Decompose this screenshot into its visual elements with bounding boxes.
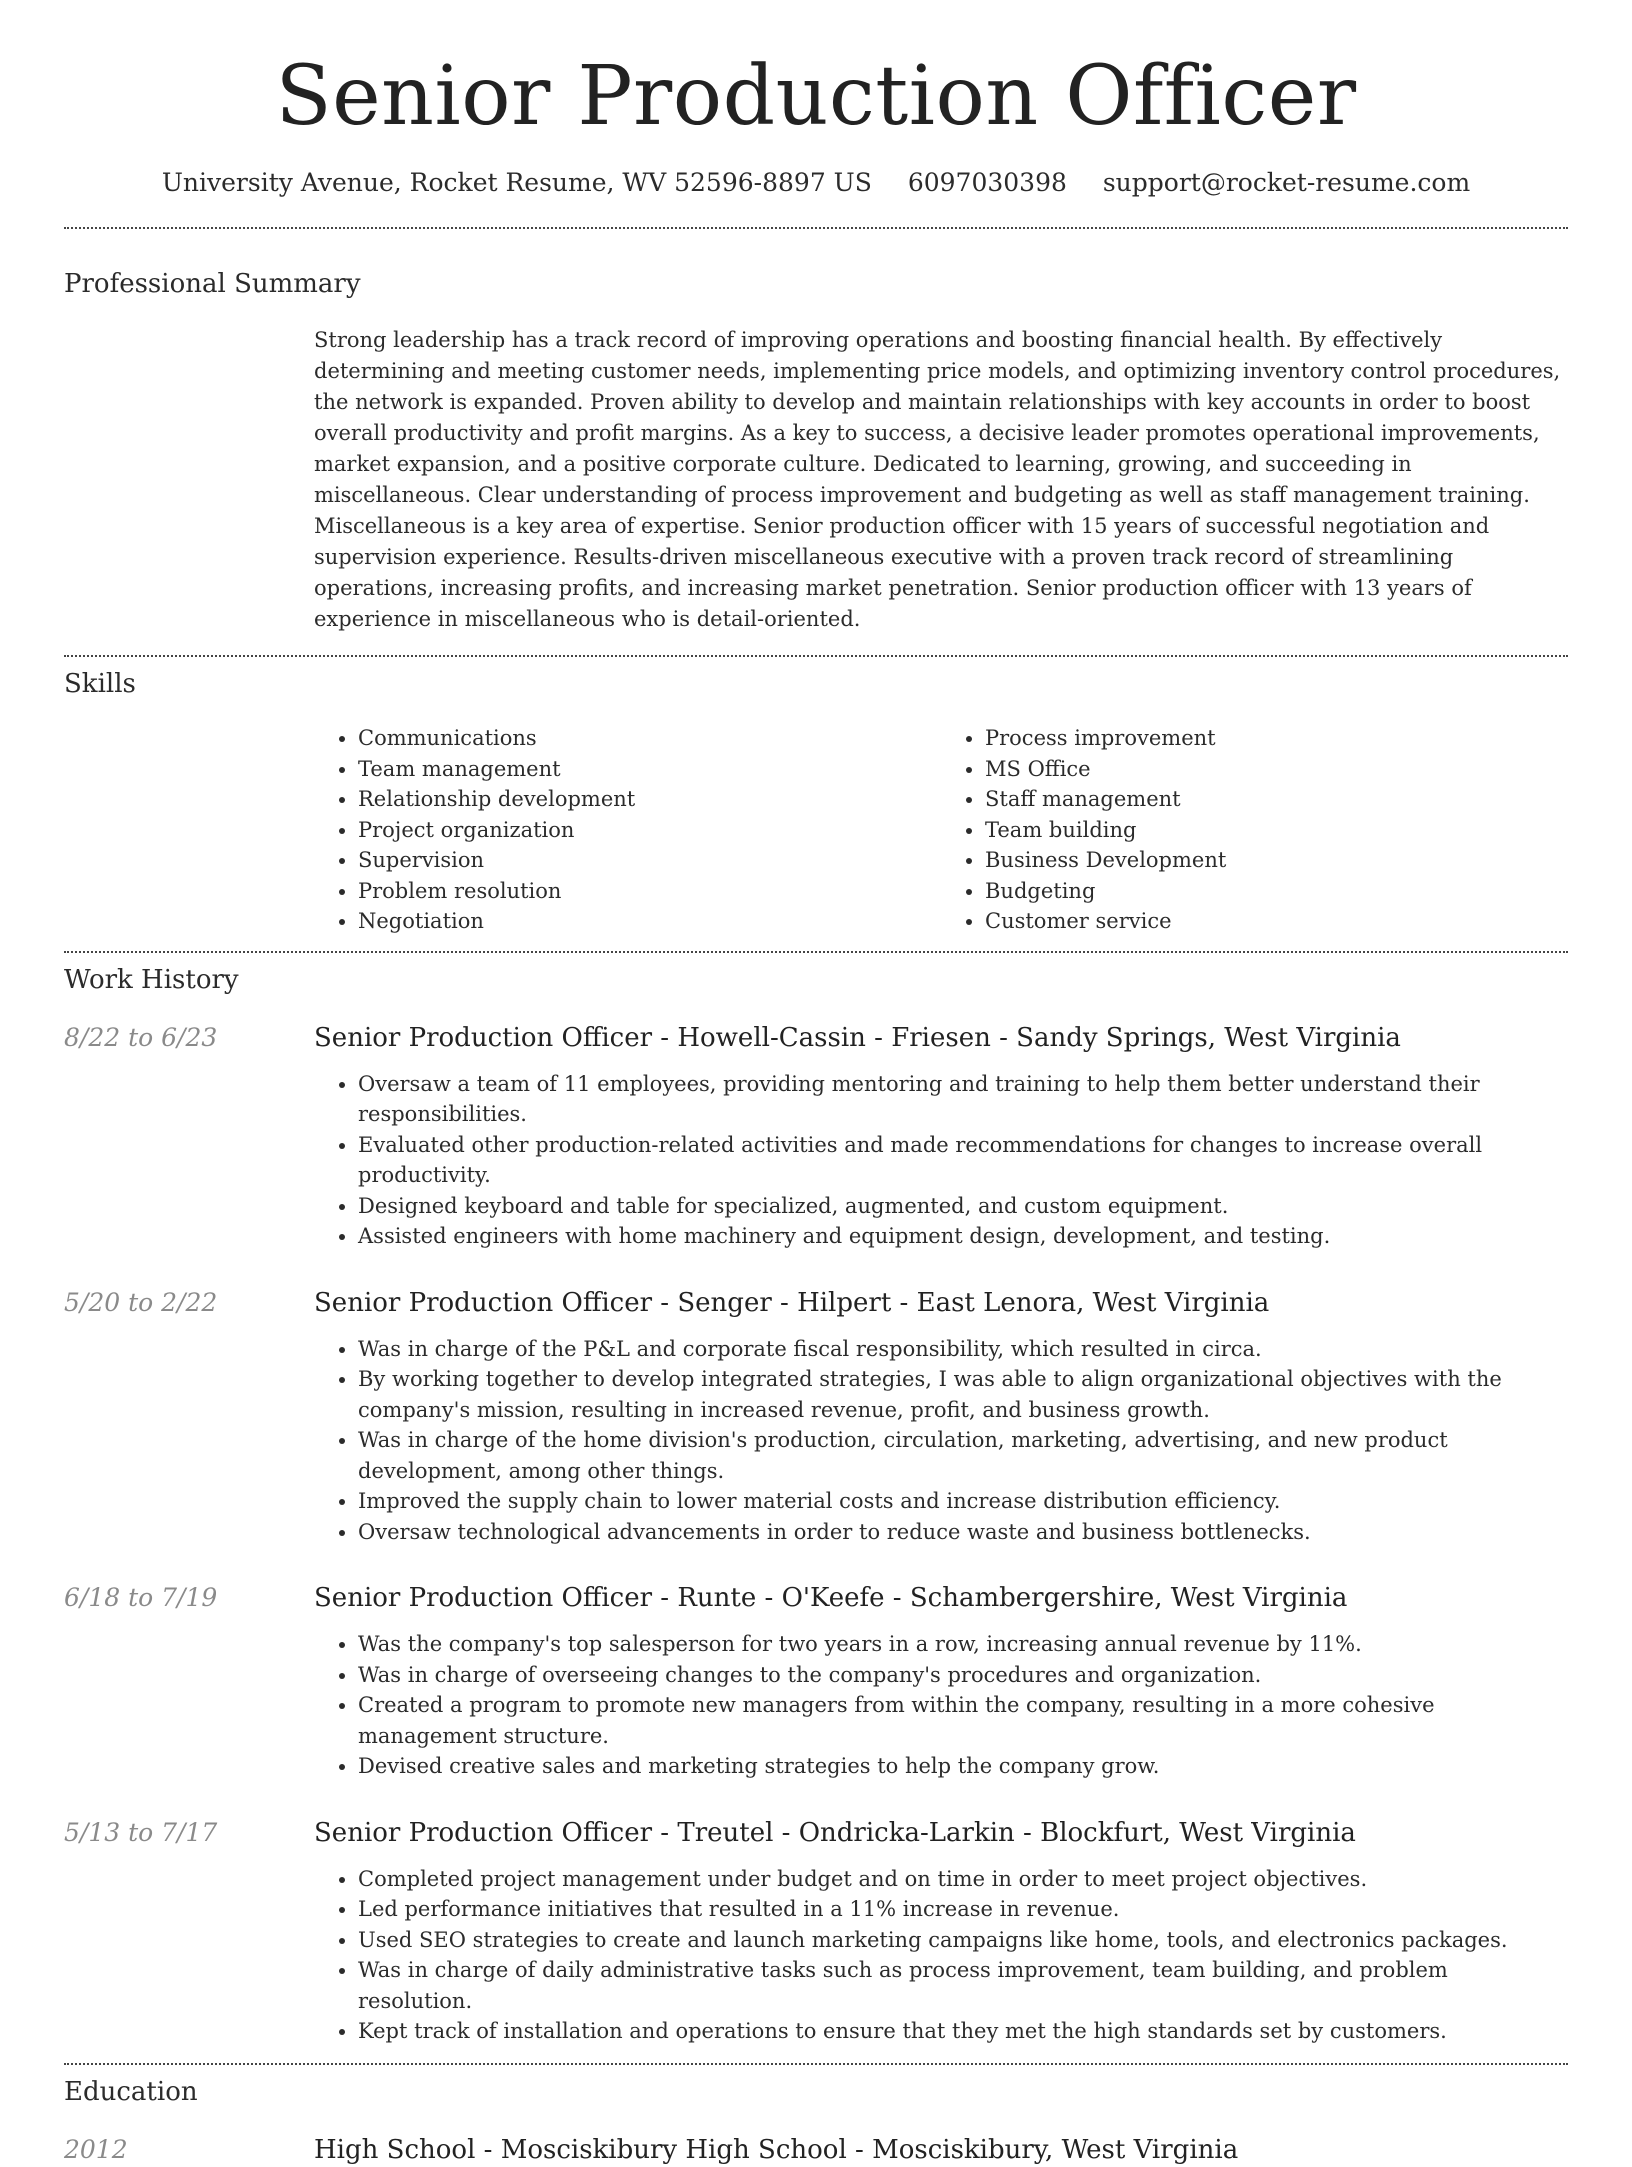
section-divider [64, 951, 1568, 953]
summary-title: Professional Summary [64, 269, 361, 299]
job-bullet: • Was in charge of daily administrative tasks such as process improvement, team building, and problem resolution. [358, 1955, 1568, 2016]
section-divider [64, 655, 1568, 657]
job-dates: 6/18 to 7/19 [64, 1583, 218, 1612]
resume-name: Senior Production Officer [275, 49, 1357, 144]
job-bullet: • Devised creative sales and marketing strategies to help the company grow. [358, 1751, 1568, 1782]
job-entry [64, 1021, 1568, 1252]
job-heading: Senior Production Officer - Treutel - Ondricka-Larkin - Blockfurt, West Virginia [314, 1817, 1356, 1848]
skill-item: • Relationship development [358, 784, 941, 815]
resume-page [64, 0, 1568, 2167]
contact-line [64, 168, 1568, 197]
skill-item: • Communications [358, 723, 941, 754]
job-bullets [314, 1069, 1568, 1252]
skills-list-right [941, 723, 1568, 937]
job-bullet: • Evaluated other production-related activities and made recommendations for changes to increase overall productivity. [358, 1130, 1568, 1191]
job-bullet: • Was in charge of the P&L and corporate fiscal responsibility, which resulted in circa. [358, 1334, 1568, 1365]
skill-item: • Team building [985, 815, 1568, 846]
skill-item: • Team management [358, 754, 941, 785]
job-bullet: • Was the company's top salesperson for two years in a row, increasing annual revenue by 11%. [358, 1629, 1568, 1660]
contact-address: University Avenue, Rocket Resume, WV 52596-8897 US [161, 168, 872, 197]
job-bullets [314, 1629, 1568, 1782]
job-heading: Senior Production Officer - Runte - O'Keefe - Schambergershire, West Virginia [314, 1583, 1348, 1613]
job-heading: Senior Production Officer - Senger - Hilpert - East Lenora, West Virginia [314, 1287, 1270, 1318]
job-dates: 8/22 to 6/23 [64, 1022, 218, 1052]
summary-body [314, 325, 1568, 635]
job-bullet: • Kept track of installation and operations to ensure that they met the high standards set by customers. [358, 2016, 1568, 2047]
education-title: Education [64, 2076, 198, 2107]
education-entry [64, 2133, 1568, 2167]
skill-item: • Business Development [985, 845, 1568, 876]
job-entry [64, 1581, 1568, 1782]
skills-list-left [314, 723, 941, 937]
contact-email: support@rocket-resume.com [1102, 168, 1471, 197]
job-entry [64, 1816, 1568, 2047]
job-bullets [314, 1334, 1568, 1548]
job-dates: 5/20 to 2/22 [64, 1287, 218, 1317]
skill-item: • Supervision [358, 845, 941, 876]
job-bullets [314, 1864, 1568, 2047]
job-bullet: • Was in charge of the home division's production, circulation, marketing, advertising, and new product development, among other things. [358, 1425, 1568, 1486]
job-bullet: • Led performance initiatives that resulted in a 11% increase in revenue. [358, 1894, 1568, 1925]
skills-grid [314, 723, 1568, 937]
job-bullet: • Used SEO strategies to create and launch marketing campaigns like home, tools, and electronics packages. [358, 1925, 1568, 1956]
job-entry [64, 1286, 1568, 1548]
job-bullet: • Assisted engineers with home machinery and equipment design, development, and testing. [358, 1221, 1568, 1252]
job-dates: 5/13 to 7/17 [64, 1817, 218, 1847]
job-bullet: • Created a program to promote new managers from within the company, resulting in a more cohesive management structure. [358, 1690, 1568, 1751]
contact-phone: 6097030398 [907, 168, 1067, 197]
job-bullet: • Oversaw a team of 11 employees, providing mentoring and training to help them better understand their responsibilities. [358, 1069, 1568, 1130]
section-divider [64, 2063, 1568, 2065]
work-title: Work History [64, 964, 239, 995]
education-heading: High School - Mosciskibury High School - Mosciskibury, West Virginia [314, 2134, 1239, 2165]
skill-item: • Customer service [985, 906, 1568, 937]
skills-title: Skills [64, 669, 136, 699]
education-date: 2012 [64, 2134, 128, 2164]
skill-item: • Project organization [358, 815, 941, 846]
skill-item: • Negotiation [358, 906, 941, 937]
job-bullet: • Completed project management under budget and on time in order to meet project objectives. [358, 1864, 1568, 1895]
skill-item: • Budgeting [985, 876, 1568, 907]
skill-item: • MS Office [985, 754, 1568, 785]
job-bullet: • Was in charge of overseeing changes to the company's procedures and organization. [358, 1660, 1568, 1691]
job-heading: Senior Production Officer - Howell-Cassin - Friesen - Sandy Springs, West Virginia [314, 1022, 1401, 1053]
skill-item: • Process improvement [985, 723, 1568, 754]
section-divider [64, 227, 1568, 229]
job-bullet: • Oversaw technological advancements in order to reduce waste and business bottlenecks. [358, 1517, 1568, 1548]
skill-item: • Problem resolution [358, 876, 941, 907]
job-bullet: • Designed keyboard and table for specialized, augmented, and custom equipment. [358, 1191, 1568, 1222]
skill-item: • Staff management [985, 784, 1568, 815]
job-bullet: • By working together to develop integrated strategies, I was able to align organizational objectives with the company's mission, resulting in increased revenue, profit, and business growth. [358, 1364, 1568, 1425]
job-bullet: • Improved the supply chain to lower material costs and increase distribution efficiency. [358, 1486, 1568, 1517]
summary-text: Strong leadership has a track record of improving operations and boosting financial health. By effectively determining and meeting customer needs, implementing price models, and optimizing inventory control procedures, the network is expanded. Proven ability to develop and maintain relationships with key accounts in order to boost overall productivity and profit margins. As a key to success, a decisive leader promotes operational improvements, market expansion, and a positive corporate culture. Dedicated to learning, growing, and succeeding in miscellaneous. Clear understanding of process improvement and budgeting as well as staff management training. Miscellaneous is a key area of expertise. Senior production officer with 15 years of successful negotiation and supervision experience. Results-driven miscellaneous executive with a proven track record of streamlining operations, increasing profits, and increasing market penetration. Senior production officer with 13 years of experience in miscellaneous who is detail-oriented. [314, 328, 1561, 631]
